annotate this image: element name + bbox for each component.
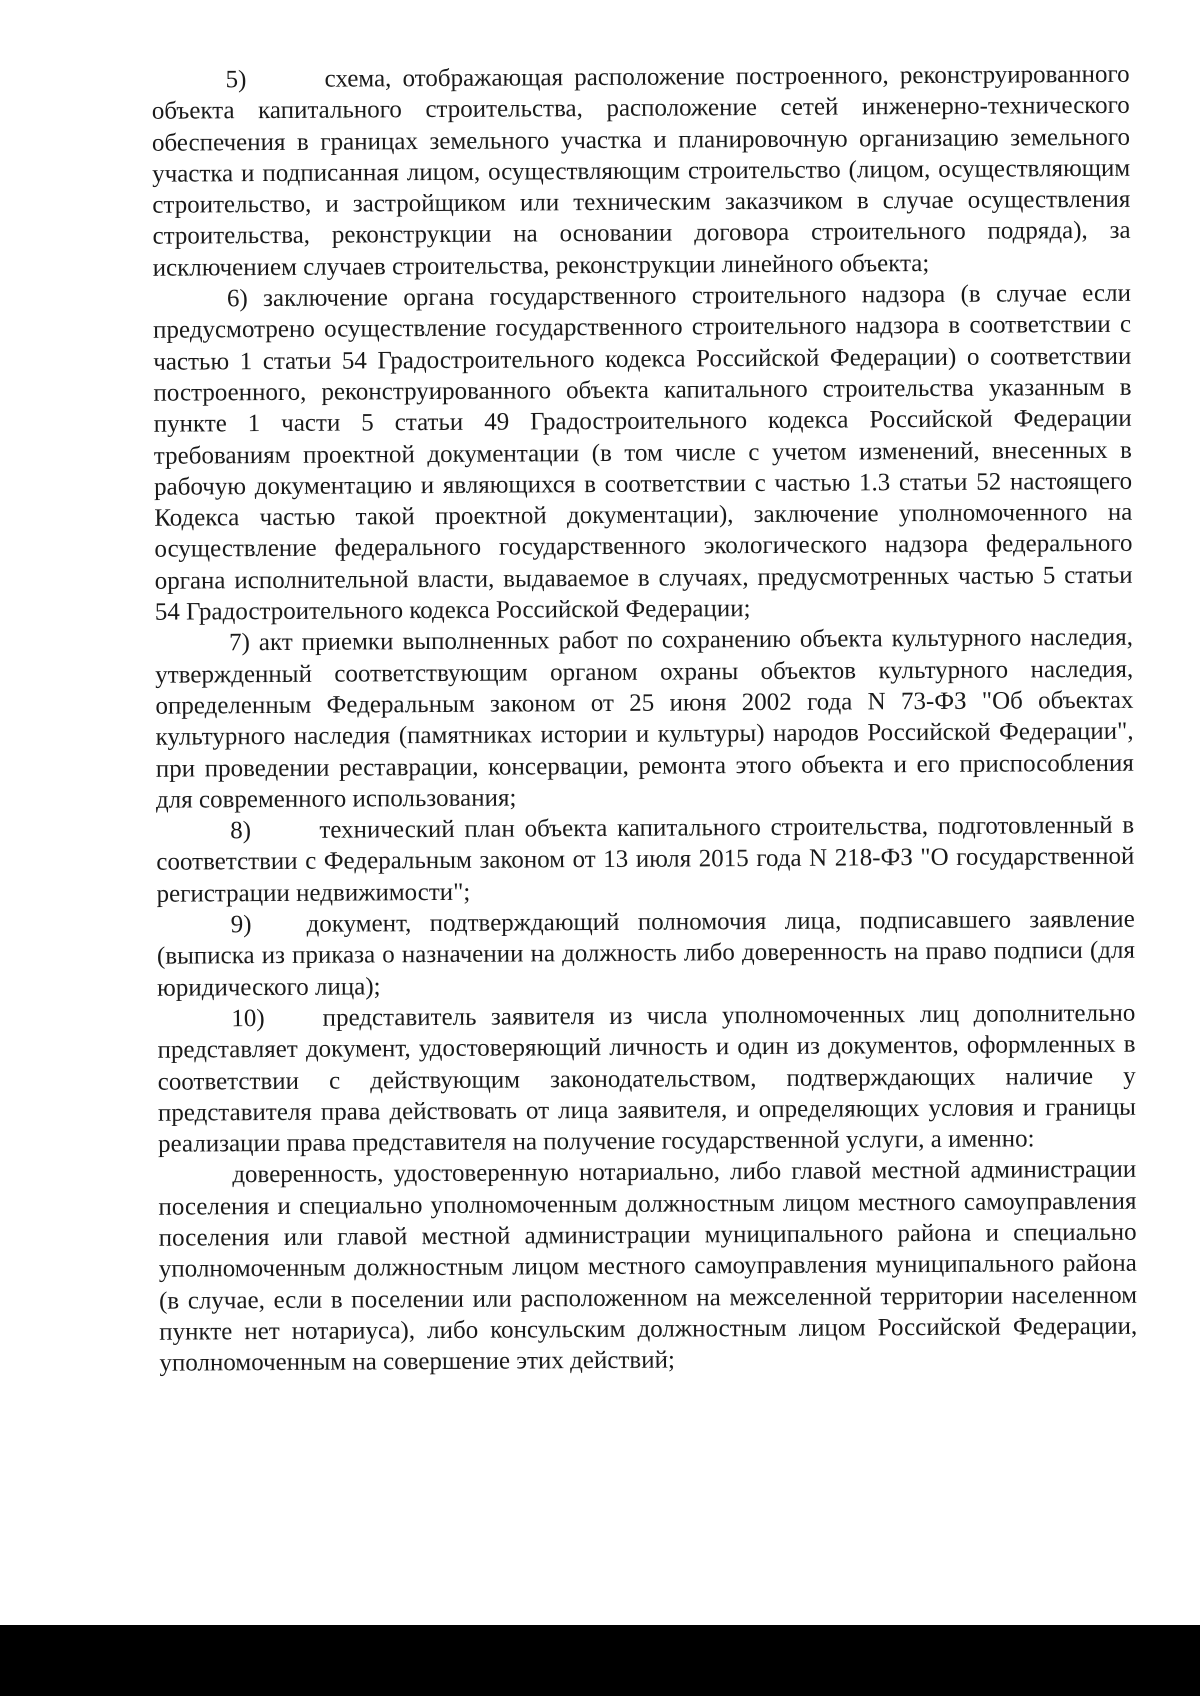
paragraph-item-5: [152, 59, 1131, 284]
item-number: 8): [230, 817, 252, 845]
item-number: 7): [228, 629, 250, 657]
item-number: 5): [225, 66, 247, 94]
item-number: 6): [226, 285, 248, 313]
paragraph-text: технический план объекта капитального строительства, подготовленный в соответствии с Федеральным законом от 13 июля 2015 года N 218-ФЗ "О государственной регистрации недвижимости";: [156, 811, 1135, 908]
item-number: 10): [231, 1004, 265, 1033]
paragraph-item-6: [153, 278, 1133, 628]
paragraph-text: доверенность, удостоверенную нотариально, либо главой местной администрации поселения и специально уполномоченным должностным лицом местного самоуправления поселения или главой местной администрации муниципального района и специально уполномоченным должностным лицом местного самоуправления муниципального района (в случае, если в поселении или расположенном на межселенной территории населенном пункте нет нотариуса), либо консульским должностным лицом Российской Федерации, уполномоченным на совершение этих действий;: [158, 1156, 1138, 1377]
paragraph-item-10: [157, 998, 1136, 1160]
paragraph-text: представитель заявителя из числа уполномоченных лиц дополнительно представляет документ, удостоверяющий личность и один из документов, оформленных в соответствии с действующим законодательством, подтверждающих наличие у представителя права действовать от лица заявителя, и определяющих условия и границы реализации права представителя на получение государственной услуги, а именно:: [157, 999, 1136, 1158]
paragraph-text: схема, отображающая расположение построенного, реконструированного объекта капитального строительства, расположение сетей инженерно-технического обеспечения в границах земельного участка и планировочную организацию земельного участка и подписанная лицом, осуществляющим строительство (лицом, осуществляющим строительство, и застройщиком или техническим заказчиком в случае осуществления строительства, реконструкции на основании договора строительного подряда), за исключением случаев строительства, реконструкции линейного объекта;: [151, 60, 1131, 282]
paragraph-item-7: [155, 622, 1134, 816]
paragraph-text: акт приемки выполненных работ по сохранению объекта культурного наследия, утвержденный соответствующим органом охраны объектов культурного наследия, определенным Федеральным законом от 25 июня 2002 года N 73-ФЗ "Об объектах культурного наследия (памятниках истории и культуры) народов Российской Федерации", при проведении реставрации, консервации, ремонта этого объекта и его приспособления для современного использования;: [155, 624, 1134, 814]
paragraph-power-of-attorney: [158, 1154, 1137, 1379]
paragraph-text: заключение органа государственного строительного надзора (в случае если предусмотрено осуществление государственного строительного надзора в соответствии с частью 1 статьи 54 Градостроительного кодекса Российской Федерации) о соответствии построенного, реконструированного объекта капитального строительства указанным в пункте 1 части 5 статьи 49 Градостроительного кодекса Российской Федерации требованиям проектной документации (в том числе с учетом изменений, внесенных в рабочую документацию и являющихся в соответствии с частью 1.3 статьи 52 настоящего Кодекса частью такой проектной документации), заключение уполномоченного на осуществление федерального государственного экологического надзора федерального органа исполнительной власти, выдаваемое в случаях, предусмотренных частью 5 статьи 54 Градостроительного кодекса Российской Федерации;: [153, 279, 1133, 626]
paragraph-item-9: [157, 904, 1136, 1004]
scan-bottom-band: [0, 1625, 1200, 1696]
item-number: 9): [230, 911, 252, 939]
paragraph-text: документ, подтверждающий полномочия лица, подписавшего заявление (выписка из приказа о назначении на должность либо доверенность на право подписи (для юридического лица);: [156, 905, 1136, 1002]
paragraph-item-8: [156, 810, 1135, 910]
